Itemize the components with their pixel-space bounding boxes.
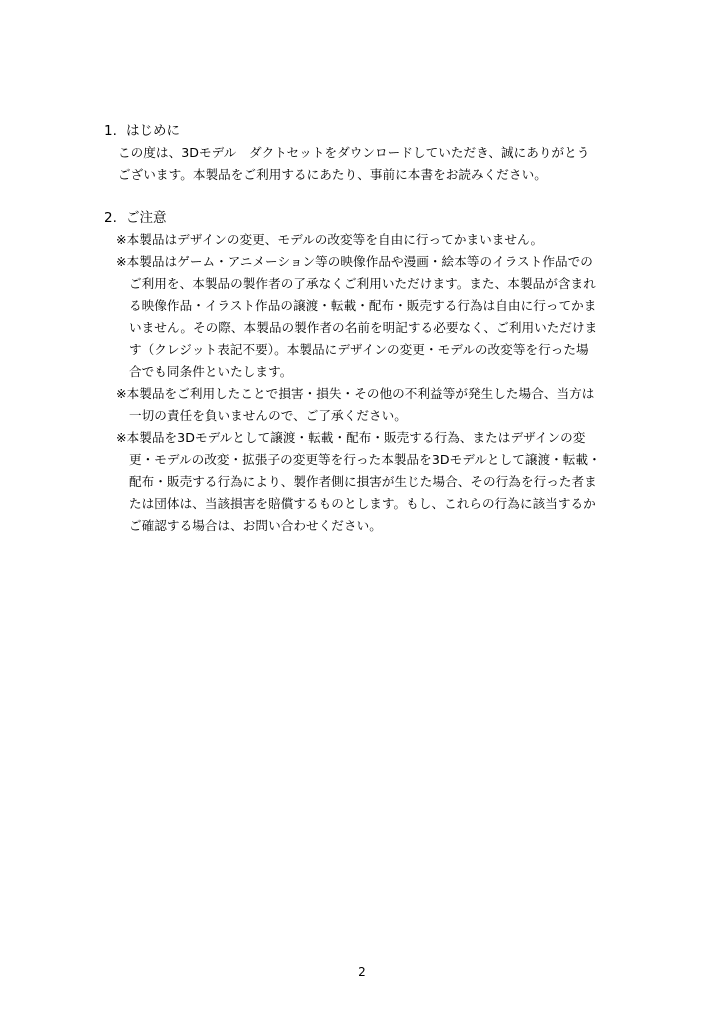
section-title: ご注意: [126, 210, 167, 226]
section-heading: [104, 207, 634, 229]
note-line: る映像作品・イラスト作品の譲渡・転載・配布・販売する行為は自由に行ってかま: [129, 298, 597, 313]
note-item: [104, 229, 634, 251]
section-introduction: [104, 120, 634, 186]
section-title: はじめに: [126, 123, 180, 139]
note-item: [104, 427, 634, 537]
note-line: いません。その際、本製品の製作者の名前を明記する必要なく、ご利用いただけま: [129, 320, 598, 335]
paragraph-line: この度は、3Dモデル ダクトセットをダウンロードしていただき、誠にありがとう: [118, 145, 590, 160]
note-line: す（クレジット表記不要）。本製品にデザインの変更・モデルの改変等を行った場: [129, 342, 589, 357]
note-item: [104, 251, 634, 383]
note-line: 更・モデルの改変・拡張子の変更等を行った本製品を3Dモデルとして譲渡・転載・: [129, 452, 601, 467]
note-line: ご確認する場合は、お問い合わせください。: [129, 518, 382, 533]
note-line: 一切の責任を負いませんので、ご了承ください。: [129, 408, 407, 423]
section-number: 1.: [104, 123, 117, 139]
note-line: たは団体は、当該損害を賠償するものとします。もし、これらの行為に該当するか: [129, 496, 596, 511]
note-line: ※本製品はデザインの変更、モデルの改変等を自由に行ってかまいません。: [116, 232, 544, 247]
paragraph-line: ございます。本製品をご利用するにあたり、事前に本書をお読みください。: [118, 167, 547, 182]
note-line: 配布・販売する行為により、製作者側に損害が生じた場合、その行為を行った者ま: [129, 474, 597, 489]
section-number: 2.: [104, 210, 117, 226]
note-line: ※本製品を3Dモデルとして譲渡・転載・配布・販売する行為、またはデザインの変: [116, 430, 586, 445]
note-line: ご利用を、本製品の製作者の了承なくご利用いただけます。また、本製品が含まれ: [129, 276, 596, 291]
section-heading: [104, 120, 634, 142]
note-item: [104, 383, 634, 427]
note-line: 合でも同条件といたします。: [129, 364, 293, 379]
section-notes: [104, 207, 634, 537]
note-line: ※本製品をご利用したことで損害・損失・その他の不利益等が発生した場合、当方は: [116, 386, 595, 401]
note-line: ※本製品はゲーム・アニメーション等の映像作品や漫画・絵本等のイラスト作品での: [116, 254, 593, 269]
page-number: 2: [358, 965, 366, 979]
